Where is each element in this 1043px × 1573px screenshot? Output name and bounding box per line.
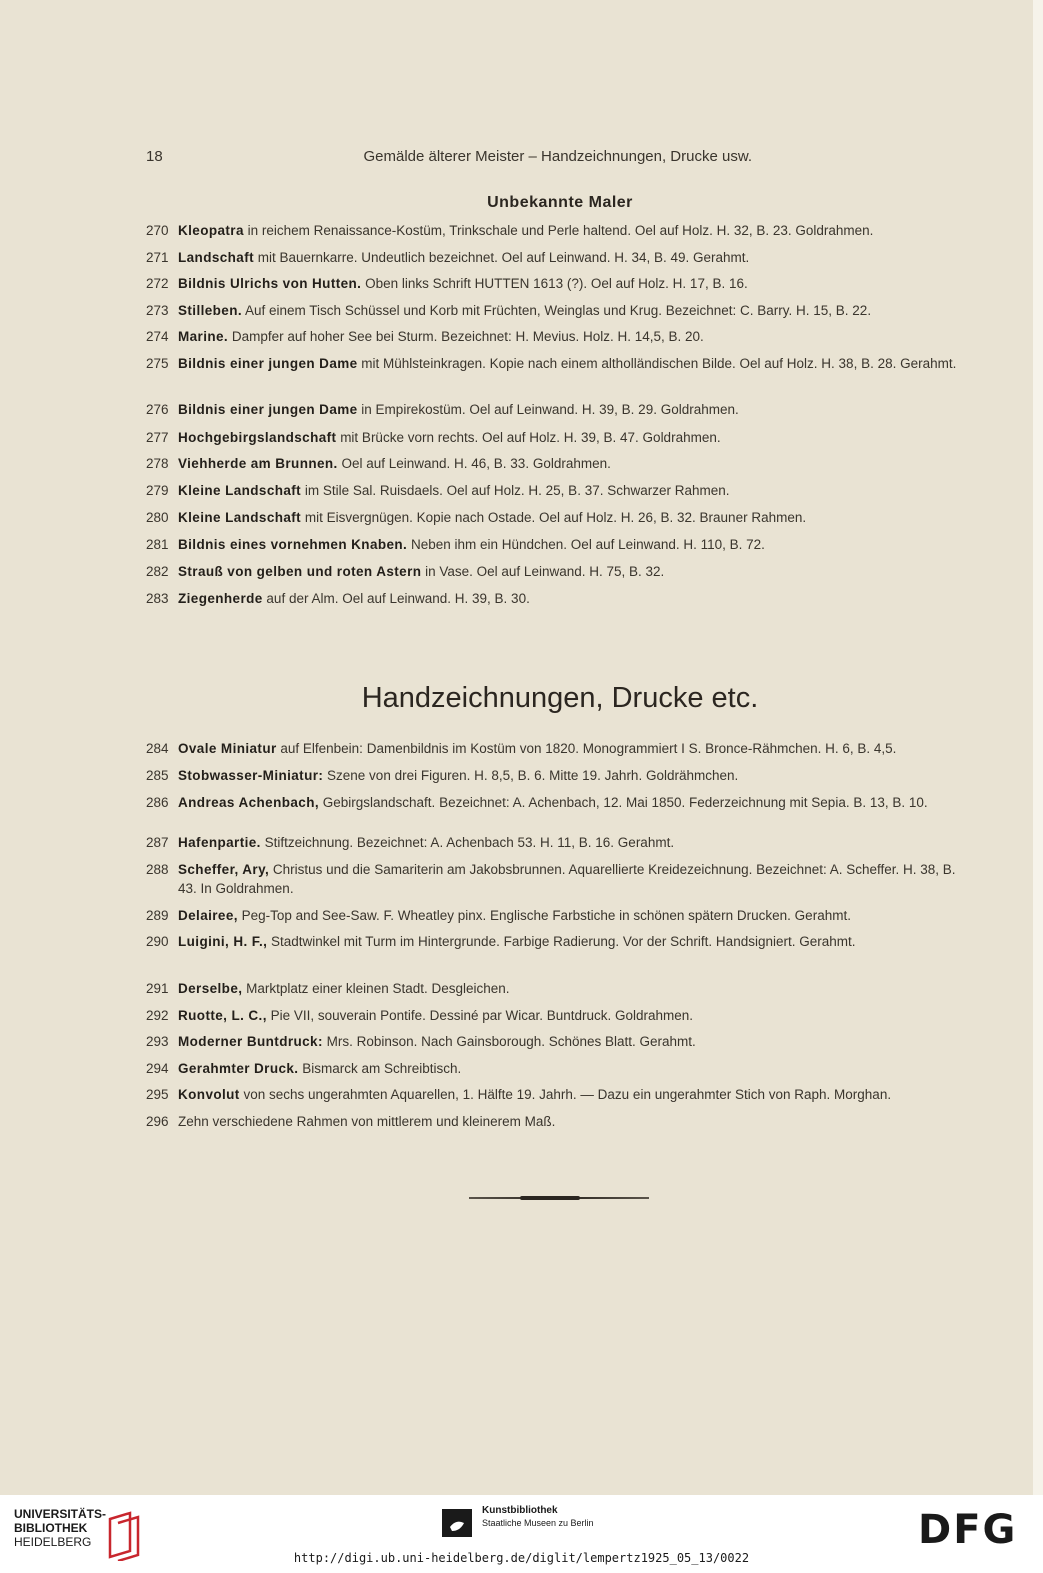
entry-description: Christus und die Samariterin am Jakobsbrunnen. Aquarellierte Kreidezeichnung. Bezeichnet: A. Scheffer. H. 38, B. 43. In Goldrahmen. xyxy=(178,862,956,896)
page-number: 18 xyxy=(146,148,163,165)
entry-number: 295 xyxy=(146,1087,169,1102)
entry-title: Kleopatra xyxy=(178,223,244,238)
entry-description: Stadtwinkel mit Turm im Hintergrunde. Farbige Radierung. Vor der Schrift. Handsigniert. Gerahmt. xyxy=(267,934,856,949)
entry-number: 281 xyxy=(146,537,169,552)
entry-number: 273 xyxy=(146,303,169,318)
catalog-entry xyxy=(146,301,972,320)
entry-description: Neben ihm ein Hündchen. Oel auf Leinwand. H. 110, B. 72. xyxy=(407,537,765,552)
catalog-entry xyxy=(146,739,972,758)
catalog-entry xyxy=(146,589,972,608)
catalog-entry xyxy=(146,1112,972,1131)
entry-number: 275 xyxy=(146,356,169,371)
catalog-entry xyxy=(146,979,972,998)
entry-number: 296 xyxy=(146,1114,169,1129)
entry-title: Strauß von gelben und roten Astern xyxy=(178,564,422,579)
entry-description: Oel auf Leinwand. H. 46, B. 33. Goldrahmen. xyxy=(337,456,611,471)
catalog-entry xyxy=(146,481,972,500)
entry-title: Bildnis einer jungen Dame xyxy=(178,402,358,417)
entry-number: 279 xyxy=(146,483,169,498)
entry-title: Hochgebirgslandschaft xyxy=(178,430,337,445)
entry-title: Stilleben. xyxy=(178,303,243,318)
catalog-entry xyxy=(146,354,972,373)
entry-title: Luigini, H. F., xyxy=(178,934,268,949)
kunstbibliothek-emblem-icon xyxy=(442,1509,472,1537)
entry-description: Stiftzeichnung. Bezeichnet: A. Achenbach 53. H. 11, B. 16. Gerahmt. xyxy=(260,835,675,850)
entry-number: 286 xyxy=(146,795,169,810)
entry-number: 289 xyxy=(146,908,169,923)
entry-title: Hafenpartie. xyxy=(178,835,261,850)
entry-title: Andreas Achenbach, xyxy=(178,795,319,810)
entry-description: Peg-Top and See-Saw. F. Wheatley pinx. Englische Farbstiche in schönen spätern Drucken. Gerahmt. xyxy=(237,908,851,923)
entry-title: Kleine Landschaft xyxy=(178,510,302,525)
entry-title: Bildnis einer jungen Dame xyxy=(178,356,358,371)
page-edge xyxy=(1033,0,1043,1495)
entry-description: Mrs. Robinson. Nach Gainsborough. Schönes Blatt. Gerahmt. xyxy=(322,1034,696,1049)
catalog-entry xyxy=(146,906,972,925)
entry-number: 294 xyxy=(146,1061,169,1076)
entry-number: 291 xyxy=(146,981,169,996)
entry-number: 270 xyxy=(146,223,169,238)
kunstbibliothek-name: Kunstbibliothek xyxy=(482,1505,558,1516)
entry-description: in reichem Renaissance-Kostüm, Trinkschale und Perle haltend. Oel auf Holz. H. 32, B. 23. Goldrahmen. xyxy=(243,223,874,238)
entry-title: Ruotte, L. C., xyxy=(178,1008,267,1023)
digitization-footer xyxy=(0,1495,1043,1573)
entry-number: 283 xyxy=(146,591,169,606)
permalink-url[interactable]: http://digi.ub.uni-heidelberg.de/diglit/lempertz1925_05_13/0022 xyxy=(293,1551,750,1565)
entry-title: Viehherde am Brunnen. xyxy=(178,456,338,471)
entry-description: im Stile Sal. Ruisdaels. Oel auf Holz. H. 25, B. 37. Schwarzer Rahmen. xyxy=(301,483,730,498)
entry-description: Bismarck am Schreibtisch. xyxy=(298,1061,462,1076)
section-title-handzeichnungen: Handzeichnungen, Drucke etc. xyxy=(361,682,759,714)
running-title: Gemälde älterer Meister – Handzeichnungen, Drucke usw. xyxy=(363,148,752,165)
catalog-entry xyxy=(146,766,972,785)
entry-title: Moderner Buntdruck: xyxy=(178,1034,323,1049)
entry-description: in Vase. Oel auf Leinwand. H. 75, B. 32. xyxy=(421,564,665,579)
entry-number: 288 xyxy=(146,862,169,877)
catalog-entry xyxy=(146,1006,972,1025)
entry-description: Oben links Schrift HUTTEN 1613 (?). Oel auf Holz. H. 17, B. 16. xyxy=(361,276,748,291)
entry-title: Derselbe, xyxy=(178,981,243,996)
catalog-entry xyxy=(146,400,972,419)
entry-description: mit Eisvergnügen. Kopie nach Ostade. Oel auf Holz. H. 26, B. 32. Brauner Rahmen. xyxy=(301,510,807,525)
entry-number: 285 xyxy=(146,768,169,783)
entry-number: 274 xyxy=(146,329,169,344)
entry-number: 280 xyxy=(146,510,169,525)
section-heading-unbekannte-maler: Unbekannte Maler xyxy=(487,194,633,211)
entry-number: 282 xyxy=(146,564,169,579)
catalog-entry xyxy=(146,833,972,852)
entry-title: Bildnis eines vornehmen Knaben. xyxy=(178,537,408,552)
entry-title: Stobwasser-Miniatur: xyxy=(178,768,324,783)
catalog-entry xyxy=(146,932,972,951)
entry-title: Scheffer, Ary, xyxy=(178,862,270,877)
catalog-entry xyxy=(146,860,972,898)
entry-title: Delairee, xyxy=(178,908,238,923)
catalog-entry xyxy=(146,248,972,267)
entry-number: 290 xyxy=(146,934,169,949)
ub-logo-line-1: UNIVERSITÄTS- xyxy=(14,1507,107,1521)
running-header xyxy=(146,148,752,168)
end-ornament-center xyxy=(520,1196,580,1200)
entry-number: 272 xyxy=(146,276,169,291)
entry-description: Szene von drei Figuren. H. 8,5, B. 6. Mitte 19. Jahrh. Goldrähmchen. xyxy=(323,768,739,783)
catalog-entry xyxy=(146,1032,972,1051)
entry-number: 271 xyxy=(146,250,169,265)
entry-description: in Empirekostüm. Oel auf Leinwand. H. 39, B. 29. Goldrahmen. xyxy=(357,402,739,417)
ub-logo-line-3: HEIDELBERG xyxy=(14,1535,92,1549)
entry-description: mit Brücke vorn rechts. Oel auf Holz. H. 39, B. 47. Goldrahmen. xyxy=(336,430,721,445)
catalog-entry xyxy=(146,327,972,346)
entry-description: Auf einem Tisch Schüssel und Korb mit Früchten, Weinglas und Krug. Bezeichnet: C. Barry. H. 15, B. 22. xyxy=(242,303,872,318)
catalog-entry xyxy=(146,221,972,240)
entry-title: Marine. xyxy=(178,329,229,344)
entry-title: Ziegenherde xyxy=(178,591,263,606)
entry-description: auf der Alm. Oel auf Leinwand. H. 39, B. 30. xyxy=(262,591,530,606)
catalog-entry xyxy=(146,508,972,527)
entry-description: Gebirgslandschaft. Bezeichnet: A. Achenbach, 12. Mai 1850. Federzeichnung mit Sepia. B. 13, B. 10. xyxy=(319,795,928,810)
entry-description: von sechs ungerahmten Aquarellen, 1. Hälfte 19. Jahrh. — Dazu ein ungerahmter Stich von Raph. Morghan. xyxy=(239,1087,892,1102)
kunstbibliothek-subtitle: Staatliche Museen zu Berlin xyxy=(482,1518,594,1528)
dfg-logo[interactable]: DFG xyxy=(918,1507,1018,1553)
entry-number: 277 xyxy=(146,430,169,445)
entry-title: Landschaft xyxy=(178,250,255,265)
kunstbibliothek-logo[interactable] xyxy=(442,1505,642,1539)
entry-description: mit Mühlsteinkragen. Kopie nach einem altholländischen Bilde. Oel auf Holz. H. 38, B. 28. Gerahmt. xyxy=(357,356,957,371)
entry-description: Dampfer auf hoher See bei Sturm. Bezeichnet: H. Mevius. Holz. H. 14,5, B. 20. xyxy=(228,329,704,344)
catalog-entry xyxy=(146,454,972,473)
entry-number: 284 xyxy=(146,741,169,756)
catalog-entry xyxy=(146,562,972,581)
entry-number: 278 xyxy=(146,456,169,471)
ub-logo-line-2: BIBLIOTHEK xyxy=(14,1521,88,1535)
catalog-entry xyxy=(146,274,972,293)
entry-title: Ovale Miniatur xyxy=(178,741,277,756)
entry-number: 276 xyxy=(146,402,169,417)
entry-title: Bildnis Ulrichs von Hutten. xyxy=(178,276,362,291)
entry-number: 293 xyxy=(146,1034,169,1049)
entry-description: mit Bauernkarre. Undeutlich bezeichnet. Oel auf Leinwand. H. 34, B. 49. Gerahmt. xyxy=(254,250,750,265)
entry-description: Marktplatz einer kleinen Stadt. Desgleichen. xyxy=(242,981,510,996)
entry-title: Gerahmter Druck. xyxy=(178,1061,299,1076)
entry-title: Konvolut xyxy=(178,1087,240,1102)
catalog-entry xyxy=(146,1059,972,1078)
entry-number: 292 xyxy=(146,1008,169,1023)
catalog-entry xyxy=(146,793,972,812)
catalog-entry xyxy=(146,428,972,447)
entry-description: Pie VII, souverain Pontife. Dessiné par Wicar. Buntdruck. Goldrahmen. xyxy=(266,1008,694,1023)
entry-description: Zehn verschiedene Rahmen von mittlerem und kleinerem Maß. xyxy=(178,1114,556,1129)
entry-number: 287 xyxy=(146,835,169,850)
entry-title: Kleine Landschaft xyxy=(178,483,302,498)
catalog-entry xyxy=(146,1085,972,1104)
catalog-entry xyxy=(146,535,972,554)
entry-description: auf Elfenbein: Damenbildnis im Kostüm von 1820. Monogrammiert I S. Bronce-Rähmchen. H. 6, B. 4,5. xyxy=(276,741,897,756)
